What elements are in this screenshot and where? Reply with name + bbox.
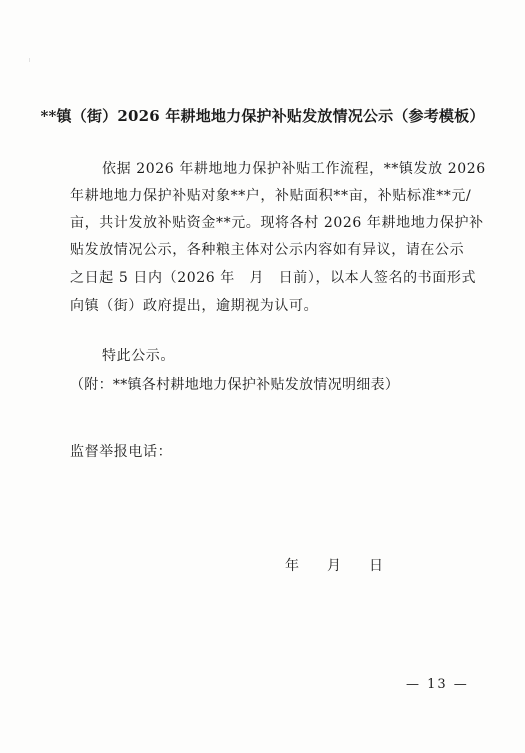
document-title: **镇（街）2026 年耕地地力保护补贴发放情况公示（参考模板）	[40, 107, 485, 125]
body-line-6: 向镇（街）政府提出，逾期视为认可。	[70, 298, 319, 314]
body-line-5: 之日起 5 日内（2026 年 月 日前），以本人签名的书面形式	[70, 270, 477, 286]
date-year: 年	[285, 558, 299, 574]
body-line-1: 依据 2026 年耕地地力保护补贴工作流程，**镇发放 2026	[102, 161, 486, 177]
attachment-note: （附：**镇各村耕地地力保护补贴发放情况明细表）	[70, 377, 400, 393]
closing-text: 特此公示。	[102, 348, 175, 364]
date-month: 月	[327, 558, 341, 574]
scan-mark	[29, 58, 30, 62]
page-number: — 13 —	[406, 677, 469, 692]
body-line-2: 年耕地地力保护补贴对象**户，补贴面积**亩，补贴标准**元/	[70, 188, 472, 204]
date-day: 日	[369, 558, 383, 574]
body-line-4: 贴发放情况公示，各种粮主体对公示内容如有异议，请在公示	[70, 242, 465, 258]
body-line-3: 亩，共计发放补贴资金**元。现将各村 2026 年耕地地力保护补	[70, 215, 484, 231]
supervision-phone-label: 监督举报电话：	[70, 444, 173, 460]
date-line	[285, 555, 383, 575]
